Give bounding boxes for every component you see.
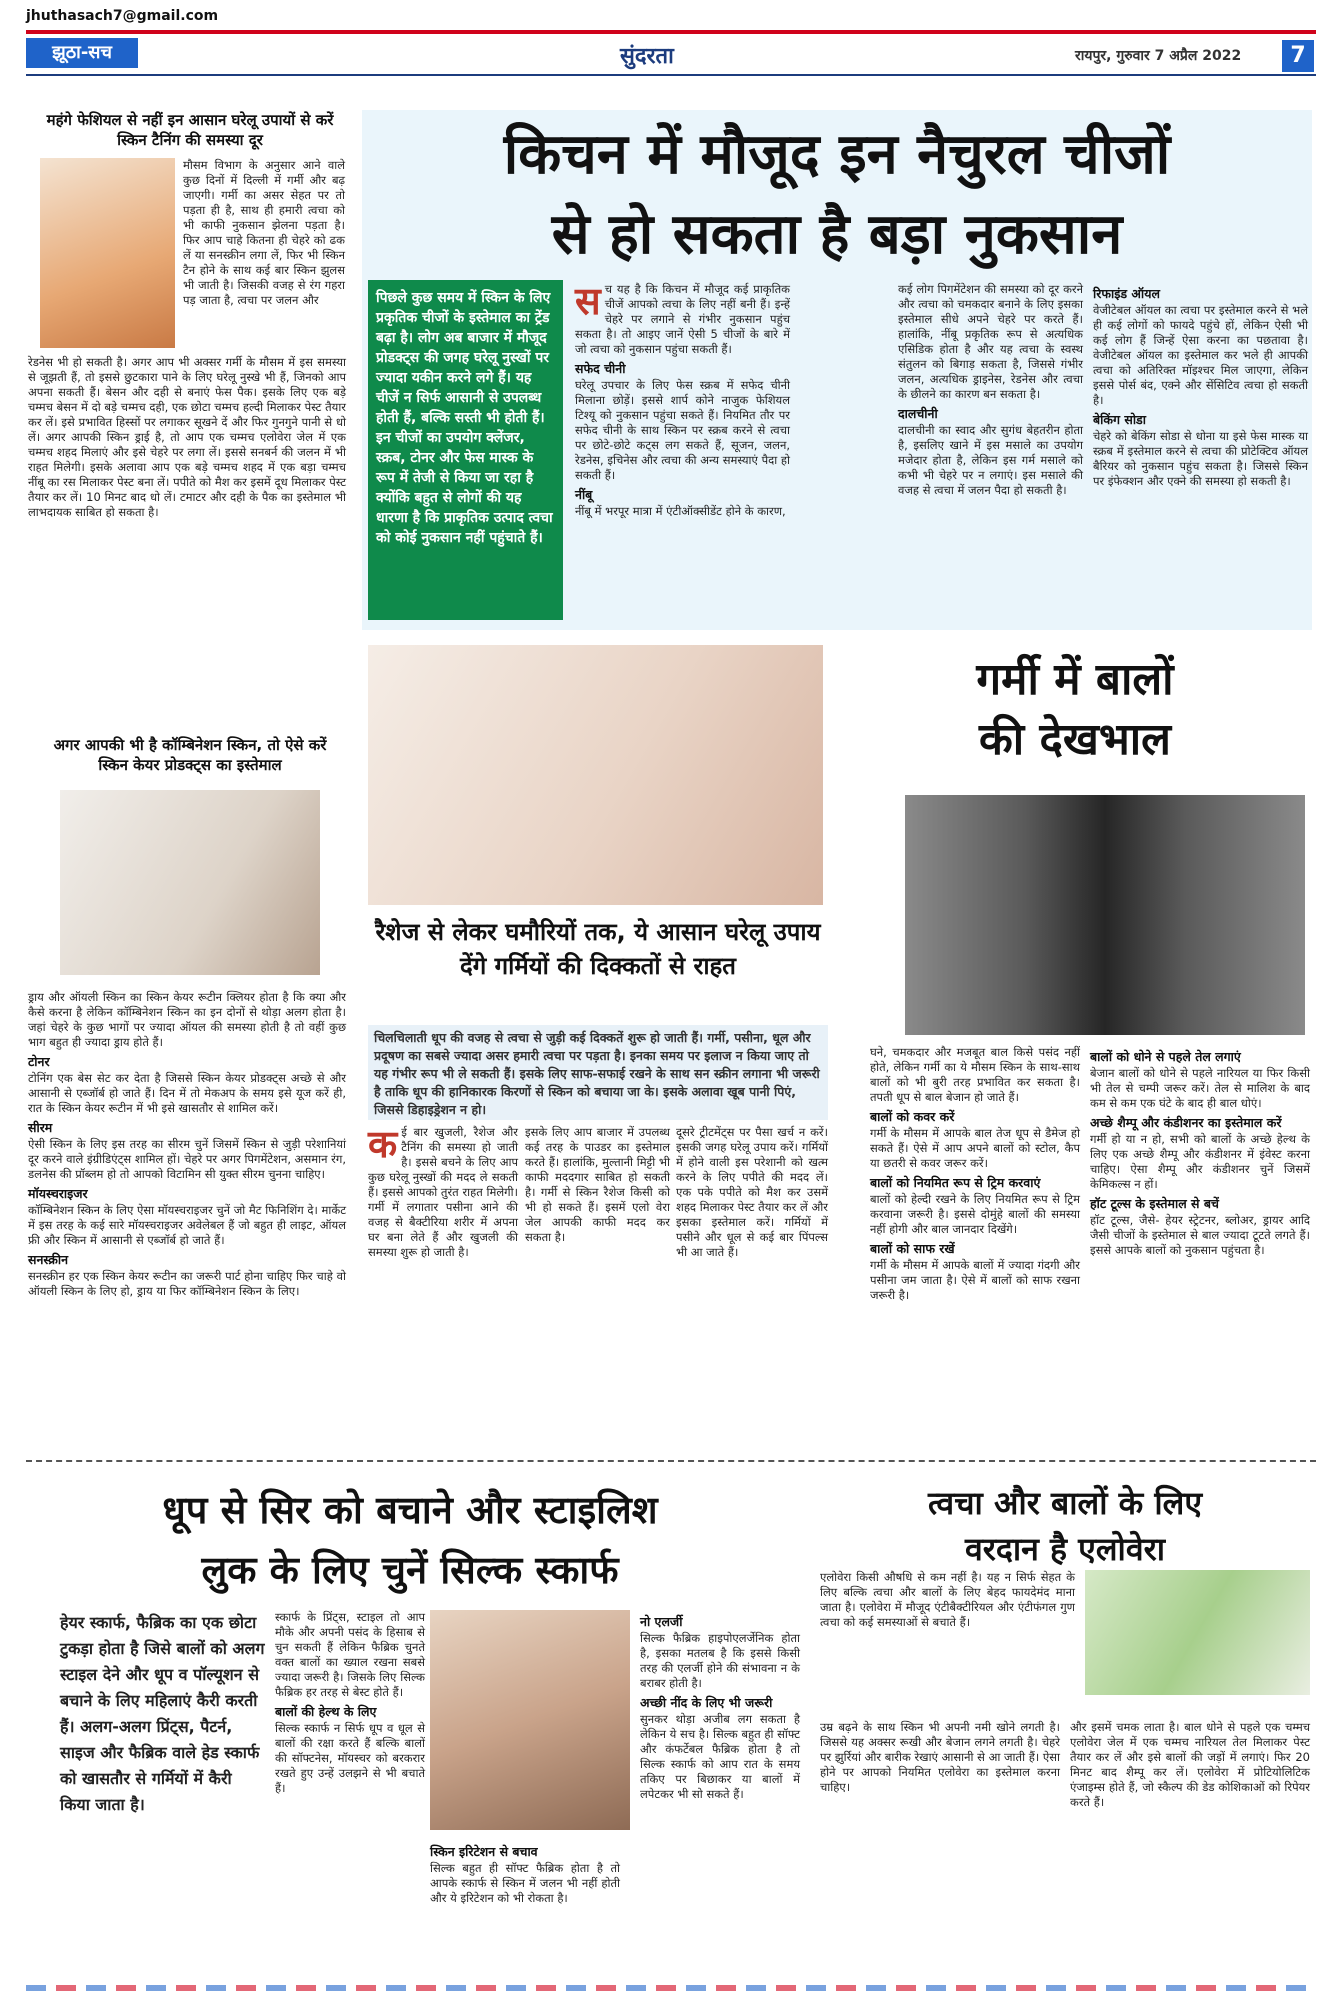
masthead-bar [26, 30, 1316, 34]
tanning-text-intro: मौसम विभाग के अनुसार आने वाले कुछ दिनों में दिल्ली में गर्मी और बढ़ जाएगी। गर्मी का असर सेहत पर तो पड़ता ही है, साथ ही हमारी त्वचा को भी काफी नुकसान झेलना पड़ता है। फिर आप चाहे कितना ही चेहरे को ढक लें या सनस्क्रीन लगा लें, फिर भी स्किन टैन होने के साथ कई बार स्किन झुलस भी जाती है। जिसकी वजह से रंग गहरा पड़ जाता है, त्वचा पर जलन और [183, 158, 345, 307]
toner-text: टोनिंग एक बेस सेट कर देता है जिससे स्किन केयर प्रोडक्ट्स अच्छे से और आसानी से एब्जॉर्ब हो जाते हैं। दिन में तो मेकअप के समय इसे यूज करें ही, रात के स्किन केयर रूटीन में भी इसे खासतौर से शामिल करें। [28, 1071, 346, 1115]
hair-column-2 [1090, 1045, 1310, 1258]
hair-oil-subhead: बालों को धोने से पहले तेल लगाएं [1090, 1049, 1241, 1064]
hair-cover-subhead: बालों को कवर करें [870, 1109, 955, 1124]
aloe-photo [1085, 1570, 1310, 1695]
hair-shampoo-text: गर्मी हो या न हो, सभी को बालों के अच्छे हेल्थ के लिए एक अच्छे शैम्पू और कंडीशनर में इंवेस्ट करना चाहिए। ऐसा शैम्पू और कंडीशनर चुनें जिसमें केमिकल्स न हों। [1090, 1132, 1310, 1191]
scarf-health-text: सिल्क स्कार्फ न सिर्फ धूप व धूल से बालों की रक्षा करते हैं बल्कि बालों की सॉफ्टनेस, मॉयस्चर को बरकरार रखते हुए उन्हें उलझने से भी बचाते हैं। [275, 1721, 425, 1795]
hair-headline-line2: की देखभाल [978, 714, 1172, 765]
hair-clean-subhead: बालों को साफ रखें [870, 1241, 955, 1256]
sugar-subhead: सफेद चीनी [575, 361, 626, 376]
hair-headline-line1: गर्मी में बालों [976, 654, 1174, 705]
moisturizer-subhead: मॉयस्चराइजर [28, 1186, 88, 1201]
rash-column-1 [368, 1122, 518, 1260]
rash-dropcap: क [368, 1122, 398, 1166]
tanning-headline: महंगे फेशियल से नहीं इन आसान घरेलू उपायों से करें स्किन टैनिंग की समस्या दूर [46, 111, 334, 149]
hair-tools-subhead: हॉट टूल्स के इस्तेमाल से बचें [1090, 1196, 1219, 1211]
combination-skin-headline: अगर आपकी भी है कॉम्बिनेशन स्किन, तो ऐसे करें स्किन केयर प्रोडक्ट्स का इस्तेमाल [53, 736, 327, 774]
hair-trim-text: बालों को हेल्दी रखने के लिए नियमित रूप से ट्रिम करवाना जरूरी है। इससे दोमुंहे बालों की समस्या नहीं होगी और बाल जानदार दिखेंगे। [870, 1192, 1080, 1236]
aloe-column-3: और इसमें चमक लाता है। बाल धोने से पहले एक चम्मच एलोवेरा जेल में एक चम्मच नारियल तेल मिलाकर पेस्ट तैयार कर लें और इसे बालों की जड़ों में लगाएं। फिर 20 मिनट बाद शैम्पू कर लें। एलोवेरा में प्रोटियोलिटिक एंजाइम्स होते हैं, जो स्कैल्प की डेड कोशिकाओं को रिपेयर करते हैं। [1070, 1720, 1310, 1809]
kitchen-col2-text: कई लोग पिगमेंटेशन की समस्या को दूर करने और त्वचा को चमकदार बनाने के लिए इसका इस्तेमाल सीधे अपने चेहरे पर करते हैं। हालांकि, नींबू प्रकृतिक रूप से अत्यधिक एसिडिक होता है और यह त्वचा के स्वस्थ संतुलन को बिगाड़ सकता है, जिससे गंभीर जलन, अत्यधिक ड्राइनेस, रेडनेस और त्वचा के छीलने का कारण बन सकता है। [898, 282, 1083, 401]
scarf-column-3 [430, 1840, 620, 1906]
combination-skin-text [28, 990, 346, 1299]
scarf-sleep-subhead: अच्छी नींद के लिए भी जरूरी [640, 1695, 773, 1710]
sunscreen-subhead: सनस्क्रीन [28, 1252, 69, 1267]
kitchen-col1-text: च यह है कि किचन में मौजूद कई प्राकृतिक चीजें आपको त्वचा के लिए नहीं बनी हैं। इन्हें चेहरे पर लगाने से गंभीर नुकसान पहुंच सकता है। तो आइए जानें ऐसी 5 चीजों के बारे में जो त्वचा को नुकसान पहुंचा सकती हैं। [575, 282, 790, 356]
hair-photo [905, 795, 1305, 1035]
scarf-column-1 [275, 1610, 425, 1796]
hair-trim-subhead: बालों को नियमित रूप से ट्रिम करवाएं [870, 1175, 1041, 1190]
sugar-text: घरेलू उपचार के लिए फेस स्क्रब में सफेद चीनी मिलाना छोड़ें। इससे शार्प कोने नाजुक फेशियल टिश्यू को नुकसान पहुंचा सकते हैं। नियमित तौर पर सफेद चीनी के साथ स्किन पर स्क्रब करने से त्वचा पर छोटे-छोटे कट्स लग सकते हैं, सूजन, जलन, रेडनेस, इचिनेस और त्वचा की अन्य समस्याएं पैदा हो सकती हैं। [575, 378, 790, 482]
lemon-subhead: नींबू [575, 487, 593, 502]
cinnamon-subhead: दालचीनी [898, 406, 938, 421]
tanning-photo [40, 158, 175, 348]
kitchen-column-1 [575, 279, 790, 519]
scarf-photo [430, 1610, 630, 1830]
scarf-headline-line1: धूप से सिर को बचाने और स्टाइलिश [162, 1488, 658, 1532]
refined-oil-subhead: रिफाइंड ऑयल [1093, 286, 1160, 301]
section-name: सुंदरता [620, 44, 674, 69]
aloe-headline [820, 1480, 1310, 1572]
hair-clean-text: गर्मी के मौसम में आपके बालों में ज्यादा गंदगी और पसीना जम जाता है। ऐसे में बालों को साफ रखना जरूरी है। [870, 1258, 1080, 1302]
scarf-sleep-text: सुनकर थोड़ा अजीब लग सकता है लेकिन ये सच है। सिल्क बहुत ही सॉफ्ट और कंफर्टेबल फैब्रिक होता है तो सिल्क स्कार्फ को आप रात के समय तकिए पर बिछाकर या बालों में लपेटकर भी सो सकते हैं। [640, 1712, 800, 1801]
refined-oil-text: वेजीटेबल ऑयल का त्वचा पर इस्तेमाल करने से भले ही कई लोगों को फायदे पहुंचे हों, लेकिन ऐसी भी कई लोग हैं जिन्हें ऐसा करना का पछतावा है। वेजीटेबल ऑयल का इस्तेमाल कर भले ही आपकी त्वचा को अतिरिक्त मॉइश्चर मिल जाएगा, लेकिन इससे पोर्स बंद, एक्ने और सेंसिटिव त्वचा हो सकती है। [1093, 303, 1308, 407]
hair-oil-text: बेजान बालों को धोने से पहले नारियल या फिर किसी भी तेल से चम्पी जरूर करें। तेल से मालिश के बाद कम से कम एक घंटे के बाद ही बाल धोएं। [1090, 1066, 1310, 1110]
kitchen-highlight-box: पिछले कुछ समय में स्किन के लिए प्रकृतिक चीजों के इस्तेमाल का ट्रेंड बढ़ा है। लोग अब बाजार में मौजूद प्रोडक्ट्स की जगह घरेलू नुस्खों पर ज्यादा यकीन करने लगे हैं। यह चीजें न सिर्फ आसानी से उपलब्ध होती हैं, बल्कि सस्ती भी होती हैं। इन चीजों का उपयोग क्लेंजर, स्क्रब, टोनर और फेस मास्क के रूप में तेजी से किया जा रहा है क्योंकि बहुत से लोगों की यह धारणा है कि प्राकृतिक उत्पाद त्वचा को कोई नुकसान नहीं पहुंचाते हैं। [368, 280, 563, 620]
aloe-headline-line1: त्वचा और बालों के लिए [927, 1484, 1203, 1522]
issue-date: रायपुर, गुरुवार 7 अप्रैल 2022 [1075, 48, 1242, 64]
scarf-col1-text: स्कार्फ के प्रिंट्स, स्टाइल तो आप मौके और अपनी पसंद के हिसाब से चुन सकती हैं लेकिन फैब्रिक चुनते वक्त बालों का ख्याल रखना सबसे ज्यादा जरूरी है। जिसके लिए सिल्क फैब्रिक हर तरह से बेस्ट होते हैं। [275, 1610, 425, 1699]
kitchen-headline-line2: से हो सकता है बड़ा नुकसान [551, 202, 1123, 267]
rash-column-2: इसके लिए आप बाजार में उपलब्ध कई तरह के पाउडर का इस्तेमाल करते हैं। हालांकि, मुल्तानी मिट्टी भी काफी मददगार साबित हो सकती है। गर्मी से स्किन रैशेज किसी को भी हो सकते हैं। इसमें एलो वेरा जेल आपकी काफी मदद कर सकता है। [525, 1125, 670, 1244]
tanning-text-body: रेडनेस भी हो सकती है। अगर आप भी अक्सर गर्मी के मौसम में इस समस्या से जूझती हैं, तो इससे छुटकारा पाने के लिए घरेलू नुस्खे भी हैं, जिनको आप अपना सकती हैं। बेसन और दही से बनाएं फेस पैक। इसके लिए एक बड़े चम्मच बेसन में दो बड़े चम्मच दही, एक छोटा चम्मच हल्दी मिलाकर पेस्ट तैयार कर लें। इसे प्रभावित हिस्सों पर लगाकर सूखने दें और फिर गुनगुने पानी से धो लें। अगर आपकी स्किन ड्राई है, तो आप एक चम्मच एलोवेरा जेल में एक चम्मच शहद मिलाएं और इसे चेहरे पर लगा लें। इससे सनबर्न की जलन में भी राहत मिलेगी। इसके अलावा आप एक बड़े चम्मच शहद में एक बड़ा चम्मच नींबू का रस मिलाकर पेस्ट बना लें। पपीते को मैश कर इसमें दूध मिलाकर पेस्ट तैयार कर लें। 10 मिनट बाद धो लें। टमाटर और दही के पैक का इस्तेमाल भी लाभदायक साबित हो सकता है। [28, 355, 346, 519]
baking-soda-subhead: बेकिंग सोडा [1093, 412, 1146, 427]
scarf-health-subhead: बालों की हेल्थ के लिए [275, 1704, 377, 1719]
kitchen-column-3 [1093, 282, 1308, 489]
lemon-text: नींबू में भरपूर मात्रा में एंटीऑक्सीडेंट होने के कारण, [575, 504, 786, 518]
aloe-headline-line2: वरदान है एलोवेरा [964, 1530, 1166, 1568]
kitchen-headline [362, 115, 1312, 275]
serum-text: ऐसी स्किन के लिए इस तरह का सीरम चुनें जिसमें स्किन से जुड़ी परेशानियां दूर करने वाले इंग्रीडिएंट्स शामिल हों। चेहरे पर अगर पिगमेंटेशन, असमान रंग, डलनेस की प्रॉब्लम हो तो आपको विटामिन सी युक्त सीरम चुनना चाहिए। [28, 1137, 346, 1181]
rash-col1-text: ई बार खुजली, रैशेज और टैनिंग की समस्या हो जाती है। इससे बचने के लिए आप कुछ घरेलू नुस्खों की मदद ले सकती हैं। इससे आपको तुरंत राहत मिलेगी। गर्मी में लगातार पसीना आने की वजह से बैक्टीरिया शरीर में अपना घर बना लेते हैं और खुजली की समस्या शुरू हो जाती है। [368, 1125, 518, 1259]
scarf-allergy-subhead: नो एलर्जी [640, 1614, 683, 1629]
scarf-irritation-text: सिल्क बहुत ही सॉफ्ट फैब्रिक होता है तो आपके स्कार्फ से स्किन में जलन भी नहीं होती और ये इरिटेशन को भी रोकता है। [430, 1861, 620, 1905]
combination-skin-intro: ड्राय और ऑयली स्किन का स्किन केयर रूटीन क्लियर होता है कि क्या और कैसे करना है लेकिन कॉम्बिनेशन स्किन का इन दोनों से थोड़ा अलग होता है। जहां चेहरे के कुछ भागों पर ज्यादा ऑयल की समस्या होती है तो वहीं कुछ भाग बहुत ही ज्यादा ड्राय होते हैं। [28, 990, 346, 1049]
scarf-intro: हेयर स्कार्फ, फैब्रिक का एक छोटा टुकड़ा होता है जिसे बालों को अलग स्टाइल देने और धूप व पॉल्यूशन से बचाने के लिए महिलाएं कैरी करती हैं। अलग-अलग प्रिंट्स, पैटर्न, साइज और फैब्रिक वाले हेड स्कार्फ को खासतौर से गर्मियों में कैरी किया जाता है। [60, 1613, 265, 1814]
rash-headline: रैशेज से लेकर घमौरियों तक, ये आसान घरेलू उपाय देंगे गर्मियों की दिक्कतों से राहत [375, 918, 821, 980]
combination-skin-photo [60, 790, 320, 975]
page-number: 7 [1282, 40, 1314, 72]
baking-soda-text: चेहरे को बेकिंग सोडा से धोना या इसे फेस मास्क या स्क्रब में इस्तेमाल करने से त्वचा की प्रोटेक्टिव ऑयल बैरियर को नुकसान पहुंच सकता है। जिससे स्किन पर इंफेक्शन और एक्ने की समस्या हो सकती है। [1093, 429, 1308, 488]
hair-shampoo-subhead: अच्छे शैम्पू और कंडीशनर का इस्तेमाल करें [1090, 1115, 1282, 1130]
kitchen-dropcap: स [575, 279, 601, 323]
cinnamon-text: दालचीनी का स्वाद और सुगंध बेहतरीन होता है, इसलिए खाने में इस मसाले का उपयोग मजेदार होता है, लेकिन इस गर्म मसाले को कभी भी चेहरे पर न लगाएं। इस मसाले की वजह से त्वचा में जलन पैदा हो सकती है। [898, 423, 1083, 497]
section-tag: झूठा-सच [26, 38, 138, 68]
kitchen-headline-line1: किचन में मौजूद इन नैचुरल चीजों [503, 122, 1171, 187]
rash-photo [368, 645, 823, 905]
aloe-column-1: एलोवेरा किसी औषधि से कम नहीं है। यह न सिर्फ सेहत के लिए बल्कि त्वचा और बालों के लिए बेहद फायदेमंद माना जाता है। एलोवेरा में मौजूद एंटीबैक्टीरियल और एंटीफंगल गुण त्वचा को कई समस्याओं से बचाते हैं। [820, 1570, 1075, 1629]
serum-subhead: सीरम [28, 1120, 53, 1135]
scarf-headline-line2: लुक के लिए चुनें सिल्क स्कार्फ [201, 1548, 619, 1592]
hair-tools-text: हॉट टूल्स, जैसे- हेयर स्ट्रेटनर, ब्लोअर, ड्रायर आदि जैसी चीजों के इस्तेमाल से बाल ज्यादा टूटते लगते हैं। इससे आपके बालों को नुकसान पहुंचता है। [1090, 1213, 1310, 1257]
toner-subhead: टोनर [28, 1054, 50, 1069]
hair-column-1 [870, 1045, 1080, 1303]
rash-column-3: दूसरे ट्रीटमेंट्स पर पैसा खर्च न करें। इसकी जगह घरेलू उपाय करें। गर्मियों में होने वाली इस परेशानी को खत्म करने के लिए पपीते की मदद लें। एक पके पपीते को मैश कर उसमें शहद मिलाकर पेस्ट तैयार कर लें और इसका इस्तेमाल करें। गर्मियों में पसीने और धूल से कई बार पिंपल्स भी आ जाते हैं। [676, 1125, 828, 1259]
hair-headline [840, 650, 1310, 770]
sunscreen-text: सनस्क्रीन हर एक स्किन केयर रूटीन का जरूरी पार्ट होना चाहिए फिर चाहे वो ऑयली स्किन के लिए हो, ड्राय या फिर कॉम्बिनेशन स्किन के लिए। [28, 1269, 346, 1298]
moisturizer-text: कॉम्बिनेशन स्किन के लिए ऐसा मॉयस्चराइजर चुनें जो मैट फिनिशिंग दे। मार्केट में इस तरह के कई सारे मॉयस्चराइजर अवेलेबल हैं जो बहुत ही लाइट, ऑयल फ्री और स्किन में आसानी से एब्जॉर्ब हो जाते हैं। [28, 1203, 346, 1247]
scarf-column-2 [640, 1610, 800, 1802]
masthead-rule [26, 74, 1316, 76]
hair-intro: घने, चमकदार और मजबूत बाल किसे पसंद नहीं होते, लेकिन गर्मी का ये मौसम स्किन के साथ-साथ बालों को भी बुरी तरह प्रभावित कर सकता है। तपती धूप से बाल बेजान हो जाते हैं। [870, 1045, 1080, 1104]
scarf-irritation-subhead: स्किन इरिटेशन से बचाव [430, 1844, 538, 1859]
hair-cover-text: गर्मी के मौसम में आपके बाल तेज धूप से डैमेज हो सकते हैं। ऐसे में आप अपने बालों को स्टोल, कैप या छतरी से कवर जरूर करें। [870, 1126, 1080, 1170]
section-divider [26, 1460, 1316, 1462]
aloe-column-2: उम्र बढ़ने के साथ स्किन भी अपनी नमी खोने लगती है। जिससे यह अक्सर रूखी और बेजान लगने लगती है। चेहरे पर झुर्रियां और बारीक रेखाएं आसानी से आ जाती हैं। ऐसा होने पर आपको नियमित एलोवेरा का इस्तेमाल करना चाहिए। [820, 1720, 1060, 1794]
footer-registration-bar [26, 1985, 1316, 1991]
kitchen-column-2 [898, 282, 1083, 498]
scarf-allergy-text: सिल्क फैब्रिक हाइपोएलर्जेनिक होता है, इसका मतलब है कि इससे किसी तरह की एलर्जी होने की संभावना न के बराबर होती है। [640, 1631, 800, 1690]
scarf-headline [40, 1480, 780, 1600]
rash-intro: चिलचिलाती धूप की वजह से त्वचा से जुड़ी कई दिक्कतें शुरू हो जाती हैं। गर्मी, पसीना, धूल और प्रदूषण का सबसे ज्यादा असर हमारी त्वचा पर पड़ता है। इनका समय पर इलाज न किया जाए तो यह गंभीर रूप भी ले सकती हैं। इसके लिए साफ-सफाई रखने के साथ सन स्क्रीन लगाना भी जरूरी है ताकि धूप की हानिकारक किरणों से स्किन को बचाया जा के। इसके अलावा खूब पानी पिएं, जिससे डिहाइड्रेशन न हो। [368, 1025, 828, 1120]
masthead-email: jhuthasach7@gmail.com [26, 8, 219, 24]
